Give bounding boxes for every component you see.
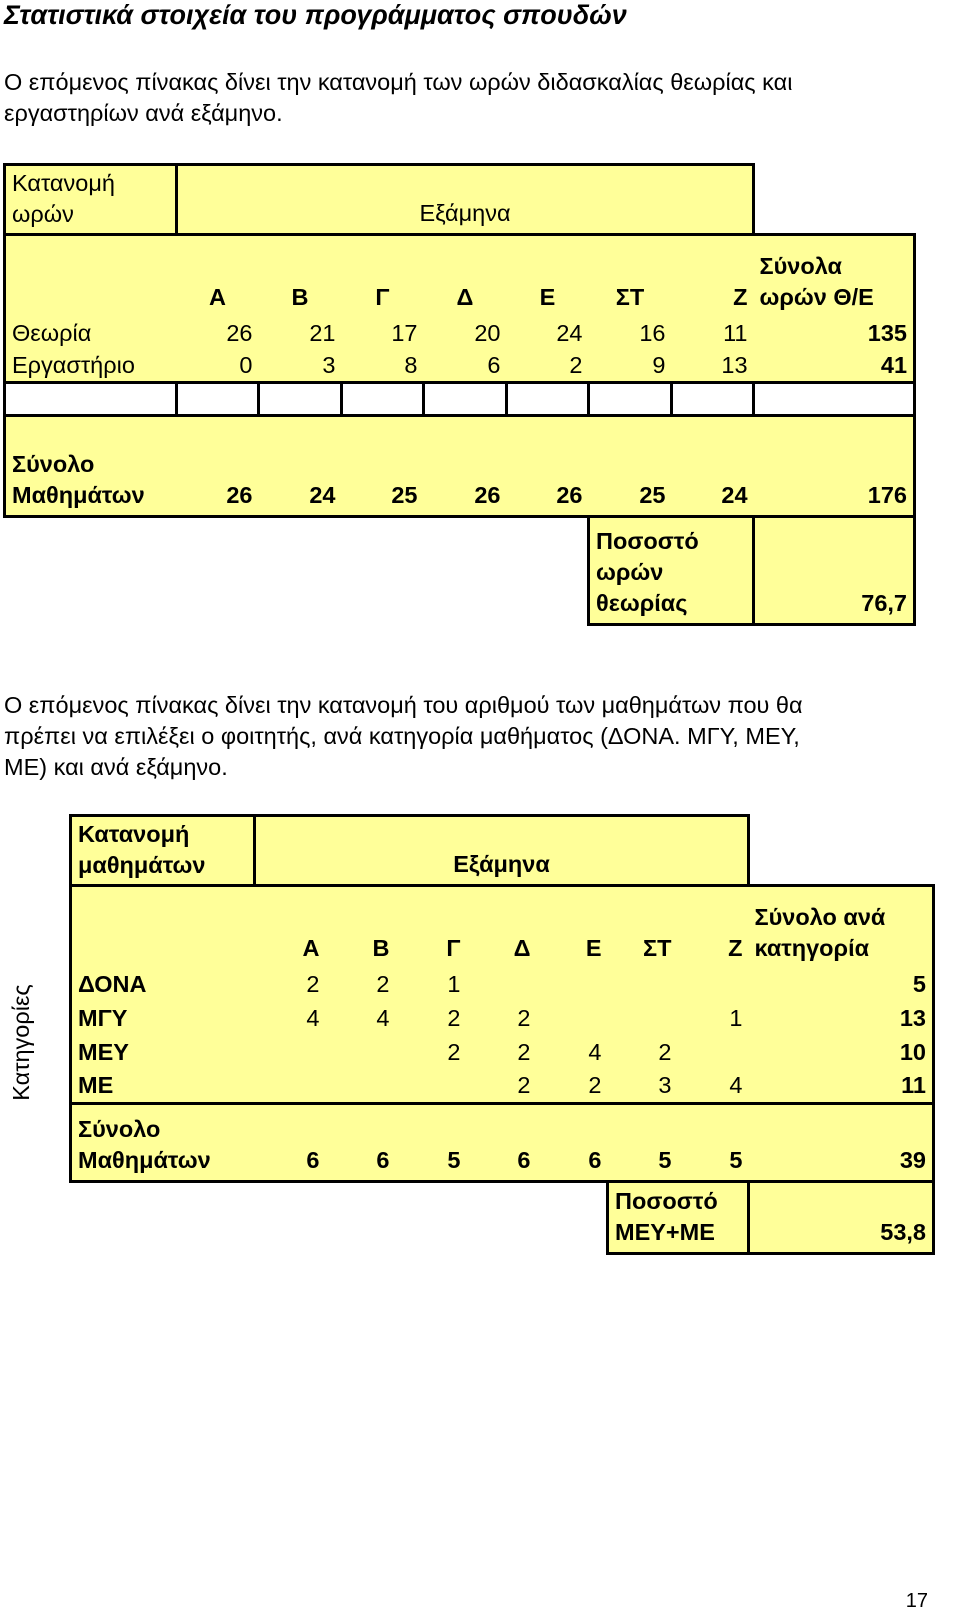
courses-semester-cell: Γ (396, 886, 467, 968)
pct-label-line-3: θεωρίας (596, 590, 688, 616)
row-total: 13 (749, 1002, 934, 1036)
sum-value: 25 (342, 416, 424, 517)
value-cell: 2 (507, 350, 589, 383)
courses-total-header-line-1: Σύνολο ανά (754, 903, 886, 930)
courses-semester-cell: Ζ (678, 886, 749, 968)
value-cell: 1 (678, 1002, 749, 1036)
sum-value: 5 (678, 1104, 749, 1182)
value-cell (326, 1036, 396, 1070)
value-cell (608, 1002, 678, 1036)
table-row (71, 1070, 934, 1104)
sum-label (5, 416, 177, 517)
value-cell: 2 (255, 968, 326, 1002)
hours-semester-cell: Δ (424, 235, 507, 317)
value-cell (537, 968, 608, 1002)
courses-semester-cell: Β (326, 886, 396, 968)
table-row (71, 1002, 934, 1036)
sum-value: 6 (537, 1104, 608, 1182)
hours-semesters-header: Εξάμηνα (177, 165, 754, 235)
courses-corner-header (71, 816, 255, 886)
hours-empty-label-cell (5, 235, 177, 317)
empty-cell (5, 383, 177, 416)
sum-label-line-1: Σύνολο (78, 1116, 161, 1142)
intro-1-line-2: εργαστηρίων ανά εξάμηνο. (4, 100, 283, 126)
page-number: 17 (905, 1590, 928, 1612)
sum-value: 5 (396, 1104, 467, 1182)
empty-cell (589, 383, 672, 416)
row-label: Θεωρία (5, 317, 177, 350)
value-cell (678, 968, 749, 1002)
value-cell: 8 (342, 350, 424, 383)
value-cell: 3 (259, 350, 342, 383)
row-total: 5 (749, 968, 934, 1002)
sum-value: 24 (259, 416, 342, 517)
hours-semester-cell: Β (259, 235, 342, 317)
sum-value: 6 (326, 1104, 396, 1182)
empty-cell (754, 383, 915, 416)
table-row (71, 1036, 934, 1070)
theory-percentage-value: 76,7 (754, 517, 915, 625)
sum-value: 26 (424, 416, 507, 517)
categories-axis-label (0, 965, 42, 1120)
value-cell (396, 1070, 467, 1104)
intro-2-line-2: πρέπει να επιλέξει ο φοιτητής, ανά κατηγορία μαθήματος (ΔΟΝΑ. ΜΓΥ, ΜΕΥ, (4, 723, 800, 749)
courses-header-spacer (749, 816, 934, 886)
value-cell (255, 1036, 326, 1070)
courses-corner-line-2: μαθημάτων (78, 852, 206, 878)
sum-value: 6 (467, 1104, 537, 1182)
categories-axis-label-text: Κατηγορίες (7, 984, 34, 1101)
courses-total-header-line-2: κατηγορία (754, 934, 870, 961)
value-cell: 16 (589, 317, 672, 350)
sum-label-line-1: Σύνολο (12, 451, 95, 477)
value-cell (608, 968, 678, 1002)
page-title: Στατιστικά στοιχεία του προγράμματος σπουδών (4, 0, 627, 30)
courses-semester-cell: Α (255, 886, 326, 968)
value-cell: 2 (467, 1036, 537, 1070)
table-row (5, 317, 915, 350)
courses-corner-line-1: Κατανομή (78, 821, 190, 847)
hours-distribution-table (3, 163, 916, 626)
value-cell: 2 (396, 1002, 467, 1036)
sum-label-line-2: Μαθημάτων (12, 482, 145, 508)
row-total: 41 (754, 350, 915, 383)
value-cell (326, 1070, 396, 1104)
intro-2-line-3: ΜΕ) και ανά εξάμηνο. (4, 754, 228, 780)
value-cell: 21 (259, 317, 342, 350)
pct-label-line-2: ΜΕΥ+ΜΕ (615, 1219, 715, 1245)
courses-empty-label-cell (71, 886, 255, 968)
meu-me-percentage-label (608, 1182, 749, 1254)
value-cell: 3 (608, 1070, 678, 1104)
sum-value: 6 (255, 1104, 326, 1182)
value-cell: 2 (608, 1036, 678, 1070)
hours-semester-cell: Ε (507, 235, 589, 317)
row-label: ΜΓΥ (71, 1002, 255, 1036)
row-total: 135 (754, 317, 915, 350)
empty-cell (259, 383, 342, 416)
value-cell: 26 (177, 317, 259, 350)
hours-corner-header (5, 165, 177, 235)
value-cell: 4 (537, 1036, 608, 1070)
value-cell: 2 (326, 968, 396, 1002)
sum-total: 39 (749, 1104, 934, 1182)
value-cell: 13 (672, 350, 754, 383)
intro-paragraph-2 (4, 690, 803, 783)
empty-cell (672, 383, 754, 416)
hours-semester-cell: Γ (342, 235, 424, 317)
value-cell (537, 1002, 608, 1036)
value-cell: 6 (424, 350, 507, 383)
intro-2-line-1: Ο επόμενος πίνακας δίνει την κατανομή του αριθμού των μαθημάτων που θα (4, 692, 803, 718)
row-label: ΔΟΝΑ (71, 968, 255, 1002)
row-label: ΜΕΥ (71, 1036, 255, 1070)
percentage-spacer (5, 517, 589, 625)
percentage-row (5, 517, 915, 625)
sum-value: 5 (608, 1104, 678, 1182)
courses-distribution-table (69, 814, 935, 1255)
value-cell: 2 (467, 1002, 537, 1036)
hours-total-header (754, 235, 915, 317)
value-cell: 4 (255, 1002, 326, 1036)
value-cell: 4 (678, 1070, 749, 1104)
sum-value: 24 (672, 416, 754, 517)
hours-corner-line-1: Κατανομή (12, 170, 115, 196)
empty-cell (177, 383, 259, 416)
pct-label-line-2: ωρών (596, 559, 664, 585)
table-row (71, 968, 934, 1002)
value-cell (255, 1070, 326, 1104)
value-cell: 0 (177, 350, 259, 383)
hours-total-header-line-1: Σύνολα (759, 252, 842, 279)
intro-1-line-1: Ο επόμενος πίνακας δίνει την κατανομή των ωρών διδασκαλίας θεωρίας και (4, 69, 793, 95)
hours-header-spacer (754, 165, 915, 235)
hours-semester-cell: Α (177, 235, 259, 317)
hours-total-header-line-2: ωρών Θ/Ε (759, 283, 874, 310)
row-label: Εργαστήριο (5, 350, 177, 383)
theory-percentage-label (589, 517, 754, 625)
sum-value: 25 (589, 416, 672, 517)
sum-label-line-2: Μαθημάτων (78, 1147, 211, 1173)
value-cell: 1 (396, 968, 467, 1002)
value-cell (467, 968, 537, 1002)
row-total: 10 (749, 1036, 934, 1070)
sum-row (71, 1104, 934, 1182)
sum-value: 26 (507, 416, 589, 517)
value-cell: 17 (342, 317, 424, 350)
spacer-row (5, 383, 915, 416)
value-cell: 2 (467, 1070, 537, 1104)
value-cell: 2 (396, 1036, 467, 1070)
value-cell: 20 (424, 317, 507, 350)
empty-cell (507, 383, 589, 416)
value-cell: 11 (672, 317, 754, 350)
pct-label-line-1: Ποσοστό (596, 528, 699, 554)
row-total: 11 (749, 1070, 934, 1104)
courses-total-header (749, 886, 934, 968)
value-cell: 2 (537, 1070, 608, 1104)
courses-semester-cell: ΣΤ (608, 886, 678, 968)
sum-total: 176 (754, 416, 915, 517)
value-cell: 9 (589, 350, 672, 383)
row-label: ΜΕ (71, 1070, 255, 1104)
percentage-spacer (71, 1182, 608, 1254)
hours-semester-cell: ΣΤ (589, 235, 672, 317)
empty-cell (342, 383, 424, 416)
percentage-row (71, 1182, 934, 1254)
hours-corner-line-2: ωρών (12, 201, 74, 227)
courses-semester-cell: Ε (537, 886, 608, 968)
value-cell (678, 1036, 749, 1070)
sum-row (5, 416, 915, 517)
value-cell: 24 (507, 317, 589, 350)
courses-semester-cell: Δ (467, 886, 537, 968)
intro-paragraph-1 (4, 67, 792, 129)
pct-label-line-1: Ποσοστό (615, 1188, 718, 1214)
table-row (5, 350, 915, 383)
meu-me-percentage-value: 53,8 (749, 1182, 934, 1254)
value-cell: 4 (326, 1002, 396, 1036)
hours-semester-cell: Ζ (672, 235, 754, 317)
empty-cell (424, 383, 507, 416)
sum-value: 26 (177, 416, 259, 517)
courses-semesters-header: Εξάμηνα (255, 816, 749, 886)
sum-label (71, 1104, 255, 1182)
